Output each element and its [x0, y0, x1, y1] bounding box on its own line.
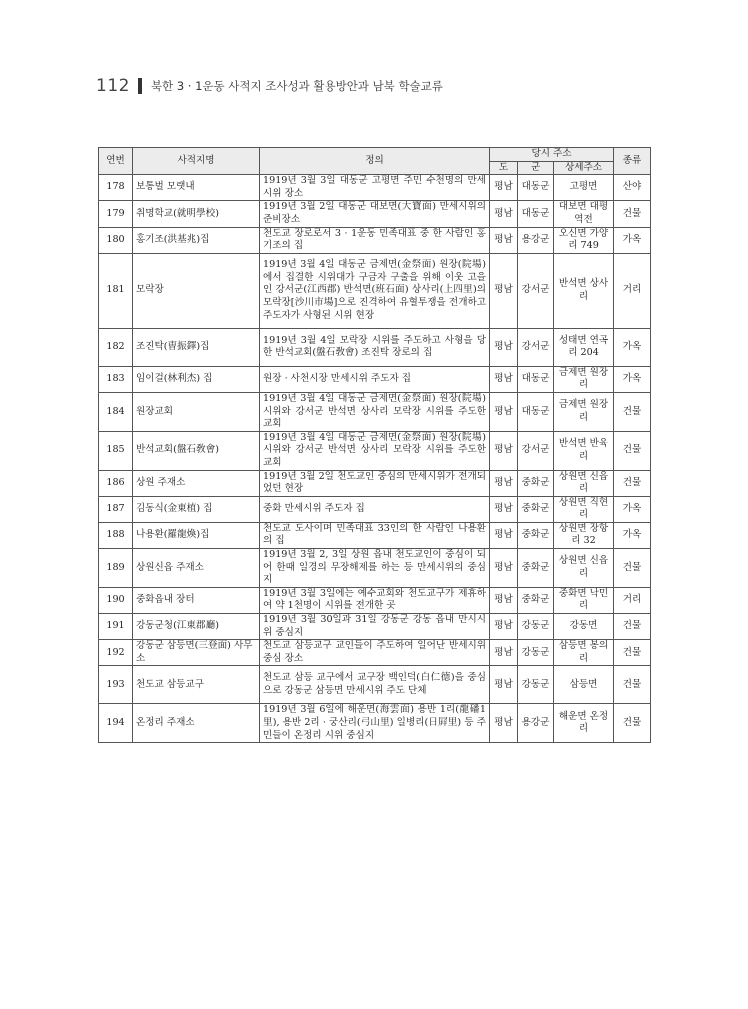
- address-do: 평남: [490, 392, 518, 431]
- table-row: [99, 366, 651, 392]
- row-number: 193: [99, 666, 133, 704]
- address-gun: 중화군: [518, 496, 554, 522]
- site-definition: 1919년 3월 2일 대동군 대보면(大寶面) 만세시위의 준비장소: [260, 201, 490, 227]
- table-row: [99, 392, 651, 431]
- site-name: 온정리 주재소: [133, 704, 260, 743]
- address-detail: 반석면 상사리: [554, 253, 614, 328]
- row-number: 186: [99, 470, 133, 496]
- row-number: 178: [99, 175, 133, 201]
- address-do: 평남: [490, 587, 518, 613]
- address-gun: 강서군: [518, 253, 554, 328]
- row-number: 182: [99, 328, 133, 366]
- address-detail: 상원면 신읍리: [554, 549, 614, 588]
- table-row: [99, 227, 651, 253]
- site-definition: 1919년 3월 30일과 31일 강동군 강동 읍내 만시시위 중심지: [260, 614, 490, 640]
- site-type: 건물: [614, 666, 651, 704]
- address-do: 평남: [490, 366, 518, 392]
- address-detail: 고평면: [554, 175, 614, 201]
- site-name: 천도교 삼등교구: [133, 666, 260, 704]
- site-name: 임이걸(林利杰) 집: [133, 366, 260, 392]
- site-definition: 1919년 3월 3일에는 예수교회와 천도교구가 제휴하여 약 1천명이 시위를 전개한 곳: [260, 587, 490, 613]
- site-type: 건물: [614, 640, 651, 666]
- address-do: 평남: [490, 666, 518, 704]
- address-do: 평남: [490, 201, 518, 227]
- col-header-definition: 정의: [260, 148, 490, 175]
- address-gun: 강서군: [518, 431, 554, 470]
- site-name: 원장교회: [133, 392, 260, 431]
- address-gun: 강동군: [518, 640, 554, 666]
- address-gun: 중화군: [518, 522, 554, 548]
- address-gun: 대동군: [518, 201, 554, 227]
- address-do: 평남: [490, 522, 518, 548]
- table-row: [99, 470, 651, 496]
- row-number: 190: [99, 587, 133, 613]
- site-definition: 1919년 3월 3일 대동군 고평면 주민 수천명의 만세시위 장소: [260, 175, 490, 201]
- site-type: 건물: [614, 201, 651, 227]
- site-type: 산야: [614, 175, 651, 201]
- table-row: [99, 640, 651, 666]
- row-number: 185: [99, 431, 133, 470]
- site-name: 상원 주재소: [133, 470, 260, 496]
- page-number: 112: [96, 76, 130, 96]
- address-detail: 오신면 가양리 749: [554, 227, 614, 253]
- row-number: 184: [99, 392, 133, 431]
- address-gun: 중화군: [518, 470, 554, 496]
- address-detail: 금제면 원장리: [554, 366, 614, 392]
- site-type: 가옥: [614, 496, 651, 522]
- address-detail: 성태면 연곡리 204: [554, 328, 614, 366]
- address-detail: 삼등면 봉의리: [554, 640, 614, 666]
- address-do: 평남: [490, 614, 518, 640]
- site-type: 거리: [614, 587, 651, 613]
- table-row: [99, 666, 651, 704]
- address-gun: 강동군: [518, 614, 554, 640]
- address-gun: 대동군: [518, 392, 554, 431]
- site-name: 취명학교(就明學校): [133, 201, 260, 227]
- table-row: [99, 704, 651, 743]
- site-definition: 1919년 3월 4일 대동군 금제면(金祭面) 원장(院場)에서 집결한 시위대가 구금자 구출을 위해 이웃 고을인 강서군(江西郡) 반석면(班石面) 상사리(上四里)의 모락장[沙川市場]으로 진격하여 유혈투쟁을 전개하고 주도자가 사형된 시위 현장: [260, 253, 490, 328]
- col-header-detail: 상세주소: [554, 161, 614, 175]
- address-do: 평남: [490, 496, 518, 522]
- site-definition: 1919년 3월 2일 천도교인 중심의 만세시위가 전개되었던 현장: [260, 470, 490, 496]
- site-definition: 천도교 도사이며 민족대표 33인의 한 사람인 나용환의 집: [260, 522, 490, 548]
- table-row: [99, 522, 651, 548]
- row-number: 179: [99, 201, 133, 227]
- site-definition: 천도교 삼등 교구에서 교구장 백인덕(白仁德)을 중심으로 강동군 삼등면 만세시위 주도 단체: [260, 666, 490, 704]
- site-type: 건물: [614, 431, 651, 470]
- site-name: 모락장: [133, 253, 260, 328]
- site-type: 건물: [614, 392, 651, 431]
- address-detail: 상원면 직현리: [554, 496, 614, 522]
- col-header-name: 사적지명: [133, 148, 260, 175]
- address-gun: 중화군: [518, 549, 554, 588]
- site-name: 조진탁(曺振鐸)집: [133, 328, 260, 366]
- table-row: [99, 549, 651, 588]
- site-type: 건물: [614, 704, 651, 743]
- site-definition: 1919년 3월 4일 대동군 금제면(金祭面) 원장(院場) 시위와 강서군 반석면 상사리 모락장 시위를 주도한 교회: [260, 431, 490, 470]
- address-do: 평남: [490, 470, 518, 496]
- address-detail: 해운면 온정리: [554, 704, 614, 743]
- address-do: 평남: [490, 640, 518, 666]
- site-definition: 1919년 3월 4일 모락장 시위를 주도하고 사형을 당한 반석교회(盤石敎會) 조진탁 장로의 집: [260, 328, 490, 366]
- address-detail: 중화면 낙민리: [554, 587, 614, 613]
- col-header-address-group: 당시 주소: [490, 148, 614, 162]
- table-row: [99, 496, 651, 522]
- table-row: [99, 587, 651, 613]
- address-do: 평남: [490, 328, 518, 366]
- address-gun: 대동군: [518, 175, 554, 201]
- site-definition: 1919년 3월 2, 3일 상원 읍내 천도교인이 중심이 되어 한때 일경의 무장해제를 하는 등 만세시위의 중심지: [260, 549, 490, 588]
- row-number: 189: [99, 549, 133, 588]
- site-type: 건물: [614, 614, 651, 640]
- address-do: 평남: [490, 253, 518, 328]
- site-type: 가옥: [614, 366, 651, 392]
- col-header-gun: 군: [518, 161, 554, 175]
- address-do: 평남: [490, 704, 518, 743]
- site-definition: 천도교 삼등교구 교인들이 주도하여 일어난 반세시위 중심 장소: [260, 640, 490, 666]
- row-number: 181: [99, 253, 133, 328]
- site-type: 가옥: [614, 227, 651, 253]
- col-header-do: 도: [490, 161, 518, 175]
- header-bar: [138, 78, 142, 94]
- address-detail: 금제면 원장리: [554, 392, 614, 431]
- address-do: 평남: [490, 431, 518, 470]
- row-number: 180: [99, 227, 133, 253]
- site-definition: 천도교 장로로서 3 · 1운동 민족대표 중 한 사람인 홍기조의 집: [260, 227, 490, 253]
- table-row: [99, 328, 651, 366]
- site-definition: 1919년 3월 4일 대동군 금제면(金祭面) 원장(院場) 시위와 강서군 반석면 상사리 모락장 시위를 주도한 교회: [260, 392, 490, 431]
- table-row: [99, 614, 651, 640]
- col-header-type: 종류: [614, 148, 651, 175]
- address-do: 평남: [490, 549, 518, 588]
- row-number: 191: [99, 614, 133, 640]
- row-number: 192: [99, 640, 133, 666]
- site-name: 상원신읍 주재소: [133, 549, 260, 588]
- address-detail: 상원면 장항리 32: [554, 522, 614, 548]
- table-row: [99, 201, 651, 227]
- site-type: 건물: [614, 470, 651, 496]
- row-number: 194: [99, 704, 133, 743]
- site-name: 보통벌 모랫내: [133, 175, 260, 201]
- address-detail: 반석면 반육리: [554, 431, 614, 470]
- row-number: 183: [99, 366, 133, 392]
- table-row: [99, 253, 651, 328]
- site-type: 건물: [614, 549, 651, 588]
- address-do: 평남: [490, 227, 518, 253]
- site-definition: 1919년 3월 6일에 해운면(海雲面) 용반 1리(龍磻1里), 용반 2리 · 궁산리(弓山里) 일병리(日屛里) 등 주민들이 온정리 시위 중심지: [260, 704, 490, 743]
- address-gun: 중화군: [518, 587, 554, 613]
- row-number: 188: [99, 522, 133, 548]
- address-detail: 상원면 신읍리: [554, 470, 614, 496]
- site-name: 홍기조(洪基兆)집: [133, 227, 260, 253]
- site-name: 중화읍내 장터: [133, 587, 260, 613]
- site-definition: 원장 · 사천시장 만세시위 주도자 집: [260, 366, 490, 392]
- table-row: [99, 175, 651, 201]
- address-detail: 강동면: [554, 614, 614, 640]
- address-gun: 용강군: [518, 227, 554, 253]
- address-gun: 대동군: [518, 366, 554, 392]
- historic-sites-table: [98, 147, 651, 743]
- site-type: 가옥: [614, 522, 651, 548]
- table-body: [99, 175, 651, 743]
- site-name: 강동군 삼등면(三登面) 사무소: [133, 640, 260, 666]
- site-type: 거리: [614, 253, 651, 328]
- address-detail: 대보면 대평역전: [554, 201, 614, 227]
- site-name: 반석교회(盤石敎會): [133, 431, 260, 470]
- running-title: 북한 3 · 1운동 사적지 조사성과 활용방안과 남북 학술교류: [150, 79, 443, 93]
- address-do: 평남: [490, 175, 518, 201]
- site-name: 나용환(羅龍煥)집: [133, 522, 260, 548]
- address-detail: 삼등면: [554, 666, 614, 704]
- table-row: [99, 431, 651, 470]
- site-definition: 중화 만세시위 주도자 집: [260, 496, 490, 522]
- site-type: 가옥: [614, 328, 651, 366]
- site-name: 김동식(金東植) 집: [133, 496, 260, 522]
- address-gun: 강서군: [518, 328, 554, 366]
- row-number: 187: [99, 496, 133, 522]
- site-name: 강동군청(江東郡廳): [133, 614, 260, 640]
- col-header-no: 연번: [99, 148, 133, 175]
- running-head: [96, 76, 443, 96]
- address-gun: 용강군: [518, 704, 554, 743]
- address-gun: 강동군: [518, 666, 554, 704]
